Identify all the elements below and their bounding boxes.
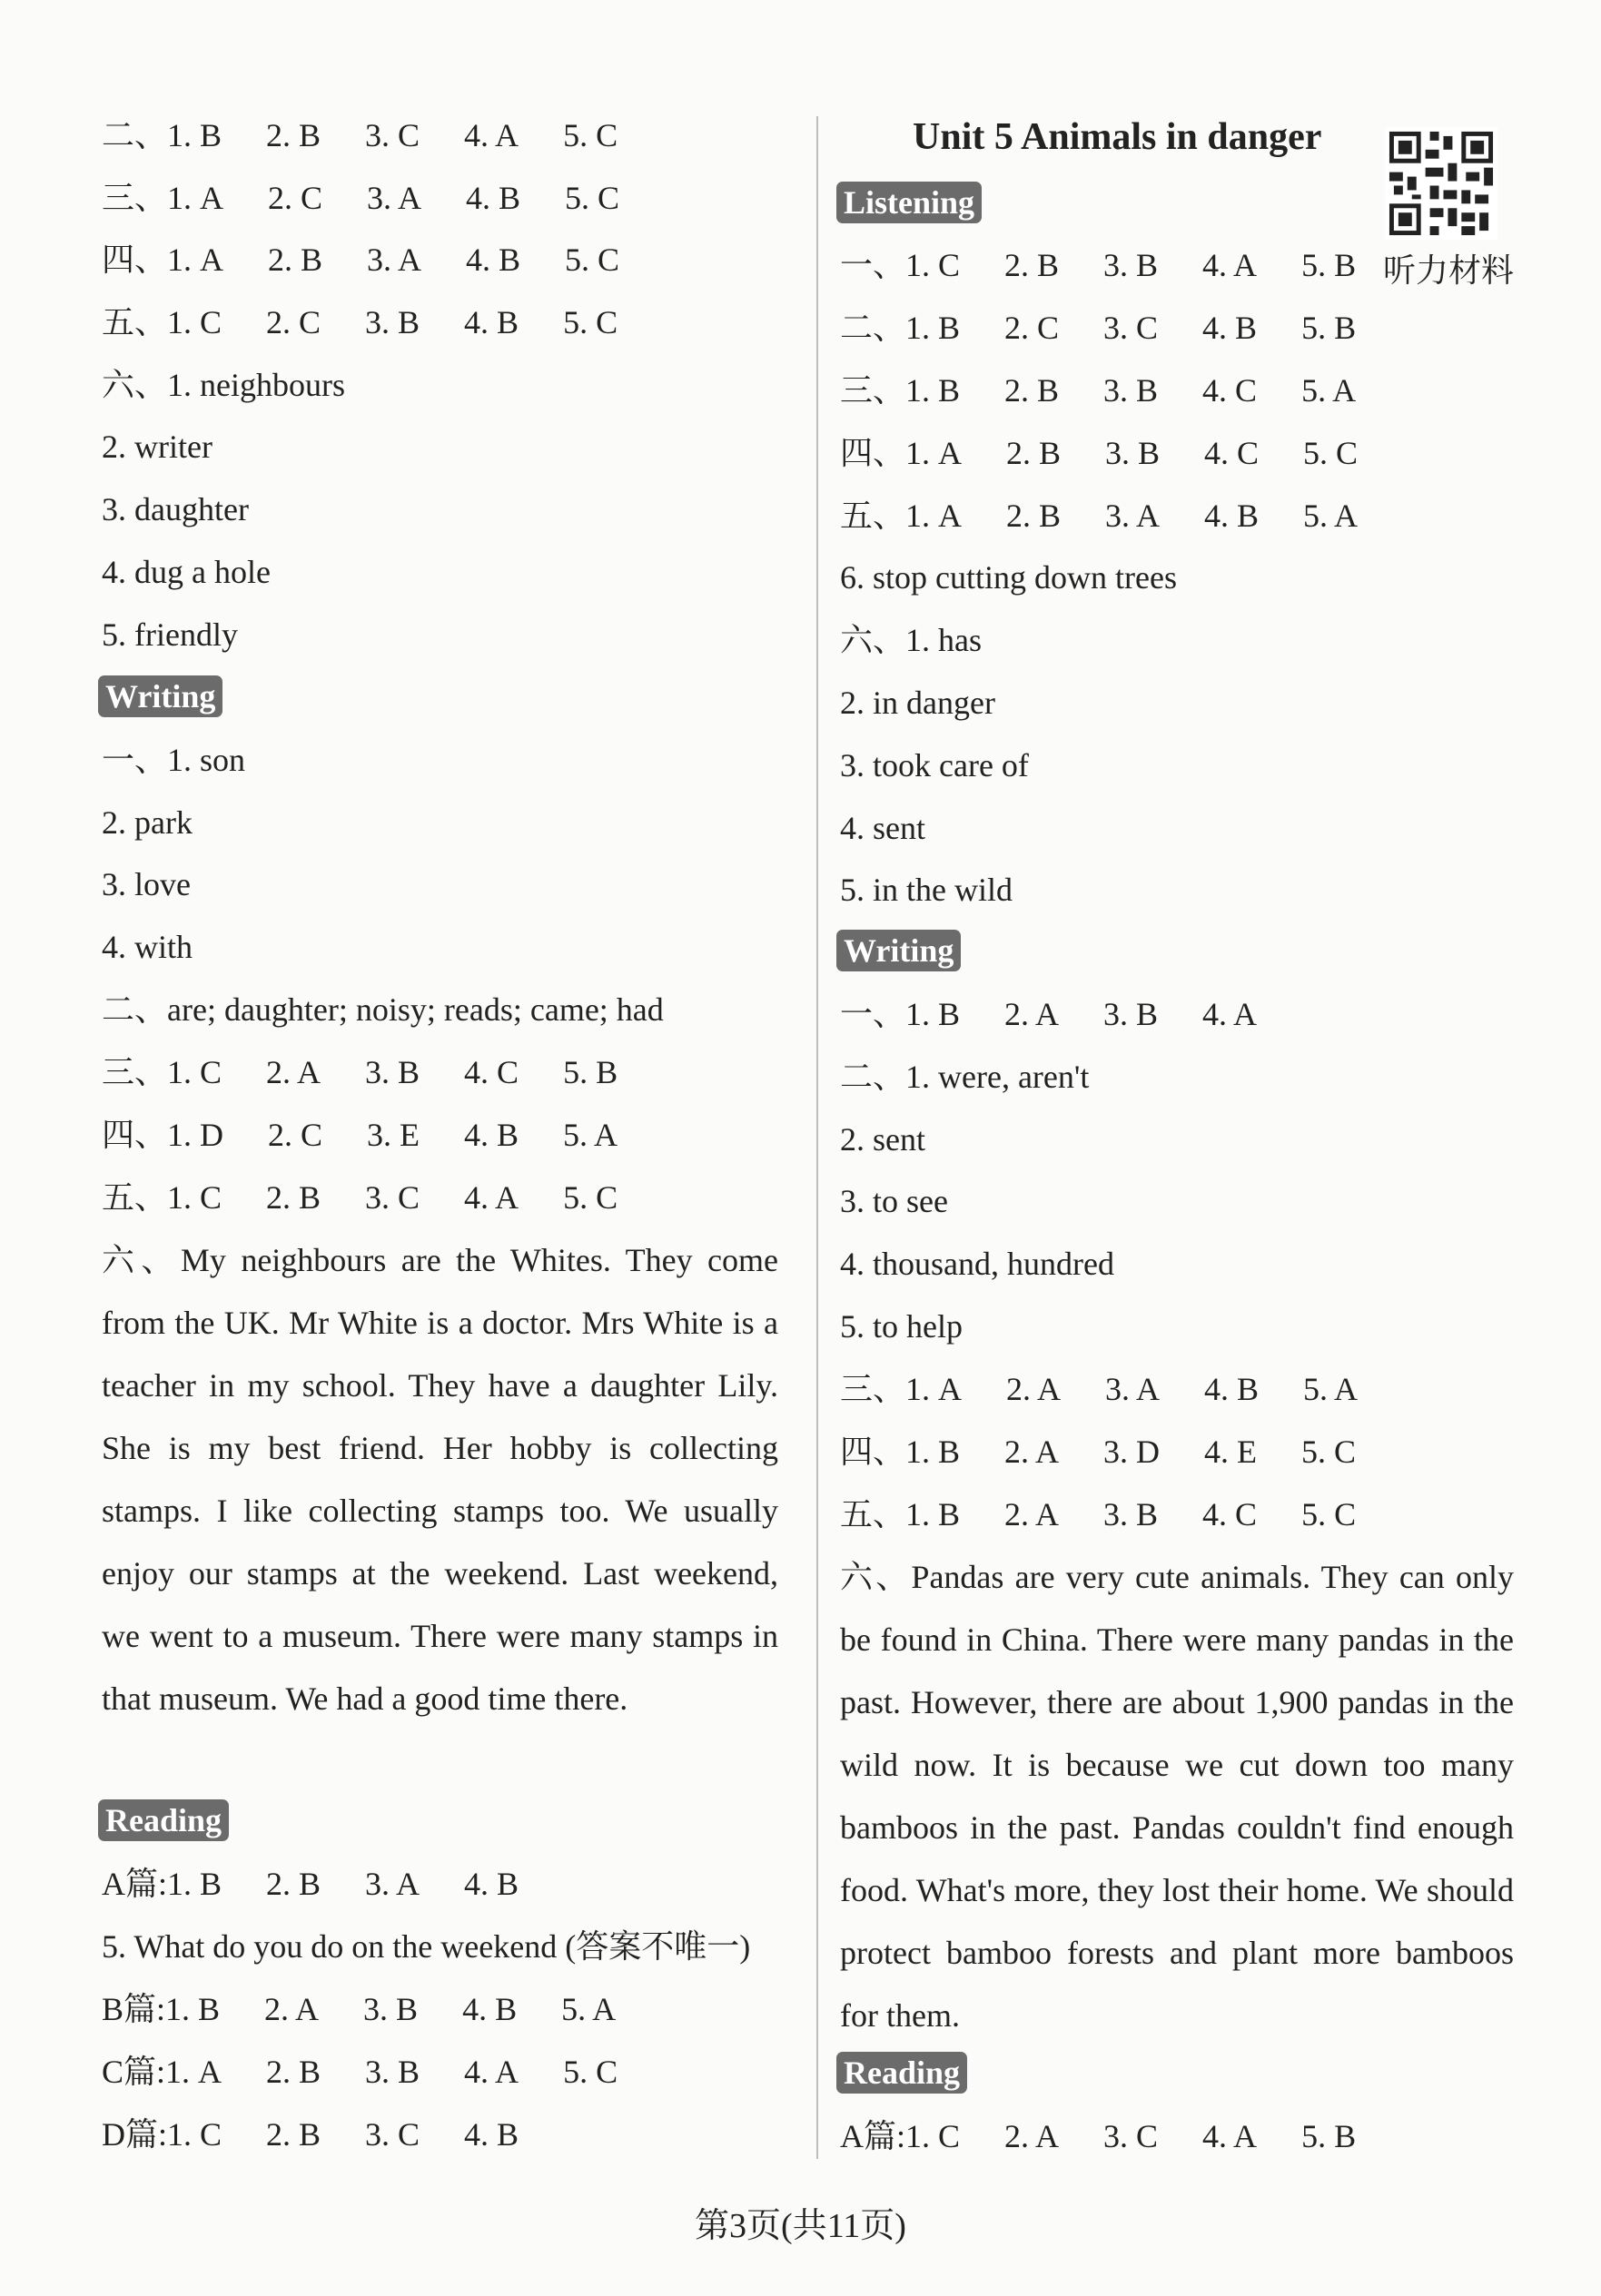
answer-line: 6. stop cutting down trees	[840, 559, 1177, 596]
answer-item: 2. A	[1004, 2118, 1060, 2154]
answer-item: 2. A	[1006, 1371, 1062, 1407]
answer-line: 5. friendly	[102, 616, 238, 653]
answer-item: 5. C	[563, 117, 618, 153]
answer-row	[840, 308, 1392, 348]
answer-line: 2. sent	[840, 1121, 925, 1158]
answer-item: 2. B	[266, 1866, 321, 1902]
answer-row	[102, 1115, 654, 1155]
answer-item: 4. A	[464, 1179, 519, 1216]
answer-item: 5. B	[1301, 310, 1357, 346]
answer-item: 2. A	[1004, 996, 1060, 1032]
answer-lead: 三、1. B	[840, 372, 961, 409]
answer-item: 2. B	[1006, 435, 1062, 471]
section-badge-reading: Reading	[98, 1799, 229, 1841]
answer-item: 5. C	[1301, 1434, 1357, 1470]
answer-lead: 五、1. C	[102, 1179, 222, 1216]
answer-lead: 五、1. A	[840, 498, 962, 534]
answer-item: 3. B	[1103, 996, 1159, 1032]
qr-code-icon[interactable]	[1385, 127, 1497, 240]
answer-line: 4. dug a hole	[102, 554, 271, 590]
answer-row	[840, 433, 1394, 473]
answer-item: 4. B	[464, 1866, 519, 1902]
page-number: 第3页(共11页)	[695, 2207, 906, 2245]
answer-row	[840, 1369, 1394, 1409]
answer-row	[102, 1178, 654, 1217]
answer-item: 3. A	[1105, 1371, 1161, 1407]
answer-item: 2. C	[268, 180, 323, 216]
answer-item: 5. C	[565, 241, 620, 278]
section-badge-writing: Writing	[836, 930, 961, 971]
answer-lead: 一、1. B	[840, 996, 961, 1032]
answer-lead: D篇:1. C	[102, 2116, 222, 2153]
answer-item: 3. A	[1105, 498, 1161, 534]
answer-lead: B篇:1. B	[102, 1991, 221, 2027]
unit-title: Unit 5 Animals in danger	[913, 116, 1322, 158]
answer-item: 5. C	[1303, 435, 1359, 471]
answer-line: 4. sent	[840, 810, 925, 846]
answer-item: 4. A	[1202, 996, 1258, 1032]
answer-item: 4. E	[1204, 1434, 1258, 1470]
answer-item: 5. A	[1303, 498, 1359, 534]
answer-item: 2. B	[266, 1179, 321, 1216]
answer-item: 3. C	[1103, 310, 1159, 346]
answer-row	[840, 245, 1392, 285]
answer-item: 5. A	[1303, 1371, 1359, 1407]
column-divider	[816, 116, 818, 2159]
answer-item: 2. B	[266, 2116, 321, 2153]
answer-item: 4. B	[1204, 498, 1260, 534]
answer-item: 4. C	[464, 1054, 519, 1090]
answer-item: 4. A	[1202, 2118, 1258, 2154]
answer-line: 六、1. neighbours	[102, 367, 345, 403]
answer-item: 5. C	[563, 1179, 618, 1216]
answer-row	[102, 2052, 654, 2092]
answer-item: 2. B	[1004, 372, 1060, 409]
answer-item: 3. B	[365, 304, 420, 340]
answer-item: 2. B	[266, 2054, 321, 2090]
answer-row	[102, 2114, 555, 2154]
answer-item: 5. A	[561, 1991, 617, 2027]
answer-lead: 四、1. B	[840, 1434, 961, 1470]
composition-paragraph: 六、Pandas are very cute animals. They can only be found in China. There were many pandas in the past. However, there are about 1,900 pandas in the wild now. It is because we cut down too many bamboos in the past. Pandas couldn't find enough food. What's more, they lost their home. We should protect bamboo forests and plant more bamboos for them.	[840, 1559, 1514, 2034]
answer-line: 二、are; daughter; noisy; reads; came; had	[102, 991, 664, 1028]
qr-caption: 听力材料	[1383, 252, 1515, 289]
answer-item: 3. A	[365, 1866, 420, 1902]
answer-item: 2. B	[1004, 247, 1060, 283]
answer-item: 2. A	[266, 1054, 321, 1090]
answer-item: 4. B	[466, 180, 521, 216]
answer-lead: 五、1. B	[840, 1496, 961, 1532]
answer-row	[102, 115, 654, 155]
answer-line: 二、1. were, aren't	[840, 1059, 1090, 1095]
answer-lead: 二、1. B	[840, 310, 961, 346]
answer-lead: A篇:1. C	[840, 2118, 961, 2154]
answer-lead: 四、1. A	[840, 435, 962, 471]
answer-row	[840, 496, 1394, 536]
answer-item: 4. B	[464, 304, 519, 340]
answer-item: 5. B	[1301, 2118, 1357, 2154]
answer-item: 5. B	[563, 1054, 618, 1090]
answer-item: 4. B	[462, 1991, 518, 2027]
answer-line: 3. daughter	[102, 491, 249, 527]
answer-item: 4. B	[466, 241, 521, 278]
section-badge-reading: Reading	[836, 2052, 967, 2094]
answer-item: 3. B	[365, 1054, 420, 1090]
answer-line: 六、1. has	[840, 622, 982, 658]
answer-item: 2. A	[1004, 1434, 1060, 1470]
answer-line: 2. writer	[102, 429, 212, 465]
answer-lead: 三、1. A	[840, 1371, 962, 1407]
section-badge-listening: Listening	[836, 182, 982, 223]
answer-item: 3. B	[365, 2054, 420, 2090]
answer-row	[102, 302, 654, 342]
answer-row	[840, 370, 1392, 410]
answer-item: 4. C	[1202, 1496, 1258, 1532]
answer-item: 2. C	[266, 304, 321, 340]
answer-item: 5. C	[563, 2054, 618, 2090]
answer-line: 5. What do you do on the weekend (答案不唯一)	[102, 1928, 751, 1965]
answer-lead: 三、1. C	[102, 1054, 222, 1090]
answer-item: 4. B	[1202, 310, 1258, 346]
answer-item: 4. B	[464, 1117, 519, 1153]
answer-line: 2. park	[102, 804, 193, 841]
answer-line: 一、1. son	[102, 742, 246, 778]
answer-lead: 一、1. C	[840, 247, 961, 283]
answer-lead: 二、1. B	[102, 117, 222, 153]
answer-lead: A篇:1. B	[102, 1866, 222, 1902]
answer-line: 3. took care of	[840, 747, 1029, 783]
answer-row	[102, 1052, 654, 1092]
answer-item: 2. C	[268, 1117, 323, 1153]
answer-row	[102, 178, 656, 218]
answer-item: 2. A	[264, 1991, 320, 2027]
answer-item: 4. C	[1204, 435, 1260, 471]
composition-paragraph: 六、My neighbours are the Whites. They come from the UK. Mr White is a doctor. Mrs White is a teacher in my school. They have a daughter Lily. She is my best friend. Her hobby is collecting stamps. I like collecting stamps too. We usually enjoy our stamps at the weekend. Last weekend, we went to a museum. There were many stamps in that museum. We had a good time there.	[102, 1242, 778, 1717]
answer-item: 3. C	[365, 117, 420, 153]
answer-lead: 五、1. C	[102, 304, 222, 340]
answer-lead: C篇:1. A	[102, 2054, 222, 2090]
answer-item: 5. C	[565, 180, 620, 216]
section-badge-writing: Writing	[98, 675, 222, 717]
answer-line: 5. in the wild	[840, 872, 1013, 908]
answer-item: 2. B	[268, 241, 323, 278]
answer-row	[840, 1494, 1392, 1534]
answer-item: 5. C	[563, 304, 618, 340]
answer-item: 4. B	[1204, 1371, 1260, 1407]
answer-row	[102, 240, 656, 280]
answer-item: 3. A	[367, 180, 422, 216]
answer-line: 5. to help	[840, 1308, 963, 1345]
answer-item: 3. B	[1103, 1496, 1159, 1532]
answer-item: 4. A	[464, 117, 519, 153]
answer-item: 3. C	[1103, 2118, 1159, 2154]
answer-item: 5. C	[1301, 1496, 1357, 1532]
answer-lead: 四、1. D	[102, 1117, 223, 1153]
answer-row	[840, 994, 1293, 1034]
answer-item: 5. A	[1301, 372, 1357, 409]
answer-line: 4. with	[102, 929, 193, 965]
answer-item: 3. D	[1103, 1434, 1161, 1470]
answer-item: 4. A	[464, 2054, 519, 2090]
answer-row	[840, 1432, 1392, 1472]
answer-item: 3. B	[363, 1991, 419, 2027]
answer-row	[102, 1864, 555, 1904]
answer-line: 3. love	[102, 866, 191, 902]
answer-item: 3. A	[367, 241, 422, 278]
answer-row	[102, 1989, 652, 2029]
answer-item: 5. B	[1301, 247, 1357, 283]
answer-item: 3. B	[1103, 372, 1159, 409]
answer-item: 3. B	[1105, 435, 1161, 471]
answer-item: 4. A	[1202, 247, 1258, 283]
answer-item: 2. A	[1004, 1496, 1060, 1532]
answer-line: 2. in danger	[840, 685, 995, 721]
answer-item: 4. B	[464, 2116, 519, 2153]
answer-item: 3. C	[365, 1179, 420, 1216]
answer-lead: 三、1. A	[102, 180, 223, 216]
answer-line: 3. to see	[840, 1183, 948, 1219]
answer-item: 2. C	[1004, 310, 1060, 346]
answer-item: 2. B	[266, 117, 321, 153]
answer-item: 3. C	[365, 2116, 420, 2153]
answer-item: 3. B	[1103, 247, 1159, 283]
answer-item: 2. B	[1006, 498, 1062, 534]
answer-lead: 四、1. A	[102, 241, 223, 278]
answer-item: 5. A	[563, 1117, 618, 1153]
answer-item: 4. C	[1202, 372, 1258, 409]
answer-row	[840, 2116, 1392, 2156]
answer-item: 3. E	[367, 1117, 420, 1153]
answer-line: 4. thousand, hundred	[840, 1246, 1114, 1282]
